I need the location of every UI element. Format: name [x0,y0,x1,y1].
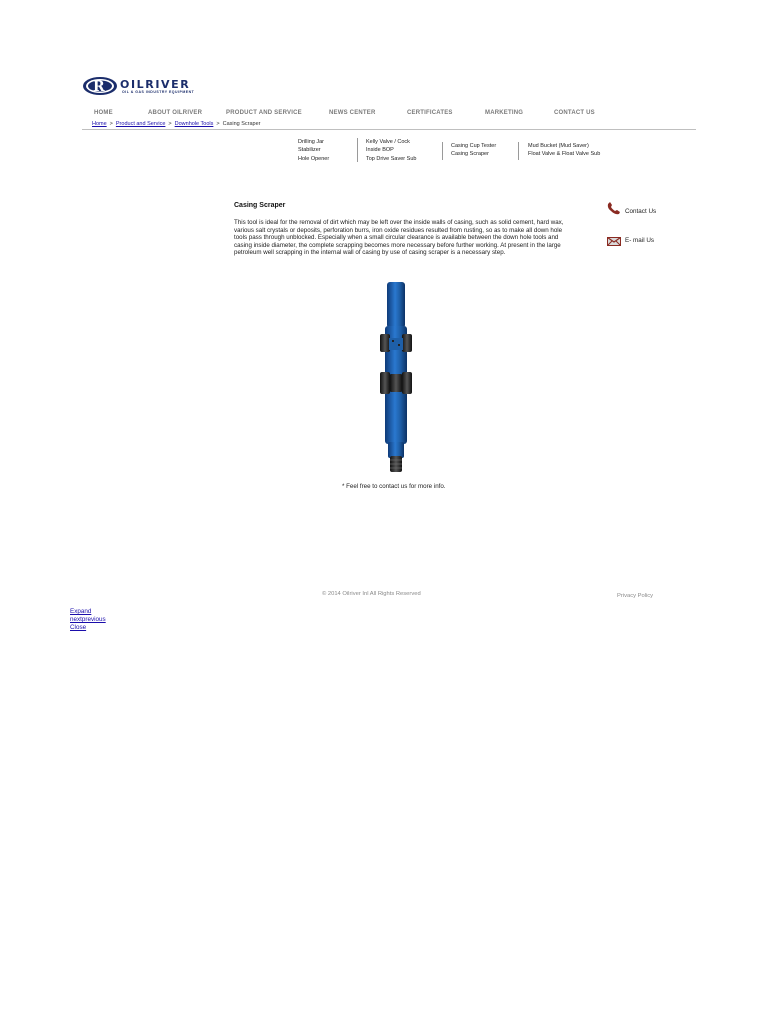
lightbox-nextprevious-link[interactable]: nextprevious [70,616,106,623]
submenu-item[interactable]: Inside BOP [366,147,394,154]
lightbox-expand-link[interactable]: Expand [70,608,92,615]
breadcrumb-current: Casing Scraper [222,121,261,127]
submenu-divider [518,142,519,160]
breadcrumb-separator: > [109,121,113,127]
breadcrumb-separator: > [216,121,220,127]
submenu-item[interactable]: Kelly Valve / Cock [366,139,410,145]
product-description: This tool is ideal for the removal of dirt which may be left over the inside walls of casing, such as solid cement, hard wax, various salt crystals or deposits, perforation burrs, iron oxide residues resulted from rusting, so as to make all down hole tools pass through unblocked. Especially when a small circular clearance is available between the down hole tools and casing inside diameter, the complete scrapping becomes more necessary before further working. At present in the large petroleum well scrapping in the internal wall of casing by use of casing scraper is a necessary step. [234,219,564,257]
contact-note: * Feel free to contact us for more info. [342,483,446,490]
nav-about[interactable]: ABOUT OILRIVER [148,110,203,116]
submenu-item[interactable]: Casing Scraper [451,151,489,158]
privacy-policy-link[interactable]: Privacy Policy [617,593,654,599]
page-title: Casing Scraper [234,202,286,209]
nav-home[interactable]: HOME [94,110,113,116]
nav-contact[interactable]: CONTACT US [554,110,595,116]
submenu-item[interactable]: Top Drive Saver Sub [366,155,417,162]
nav-news[interactable]: NEWS CENTER [329,110,376,116]
phone-icon [606,202,622,216]
submenu-col-3 [451,142,496,159]
submenu-item[interactable]: Stabilizer [298,147,321,154]
lightbox-close-link[interactable]: Close [70,624,87,631]
submenu-divider [357,138,358,162]
oilriver-logo-icon [82,76,118,96]
brand-name: OILRIVER [120,78,191,91]
submenu-divider [442,142,443,160]
nav-certificates[interactable]: CERTIFICATES [407,110,453,116]
envelope-icon [607,237,621,246]
nav-marketing[interactable]: MARKETING [485,110,524,116]
copyright-text: © 2014 Oilriver Inl All Rights Reserved [322,591,421,597]
breadcrumb-home[interactable]: Home [92,121,107,127]
submenu-item[interactable]: Float Valve & Float Valve Sub [528,151,601,158]
casing-scraper-image [376,280,416,476]
submenu-col-4 [528,142,600,159]
submenu-col-1 [298,138,329,163]
breadcrumb-downhole[interactable]: Downhole Tools [174,121,214,127]
breadcrumb-separator: > [168,121,172,127]
contact-us-label: Contact Us [625,208,657,215]
breadcrumb-product[interactable]: Product and Service [115,121,166,127]
nav-divider [82,129,696,130]
logo[interactable] [82,76,204,98]
submenu-item[interactable]: Drilling Jar [298,139,324,145]
submenu-item[interactable]: Casing Cup Tester [451,143,497,149]
nav-product[interactable]: PRODUCT AND SERVICE [226,110,302,116]
svg-text:R: R [93,79,105,95]
email-us-label: E- mail Us [625,237,655,244]
submenu-col-2 [366,138,416,163]
submenu-item[interactable]: Hole Opener [298,155,330,162]
breadcrumb [92,121,261,127]
brand-tagline: OIL & GAS INDUSTRY EQUIPMENT [122,90,195,94]
submenu-item[interactable]: Mud Bucket (Mud Saver) [528,143,589,149]
